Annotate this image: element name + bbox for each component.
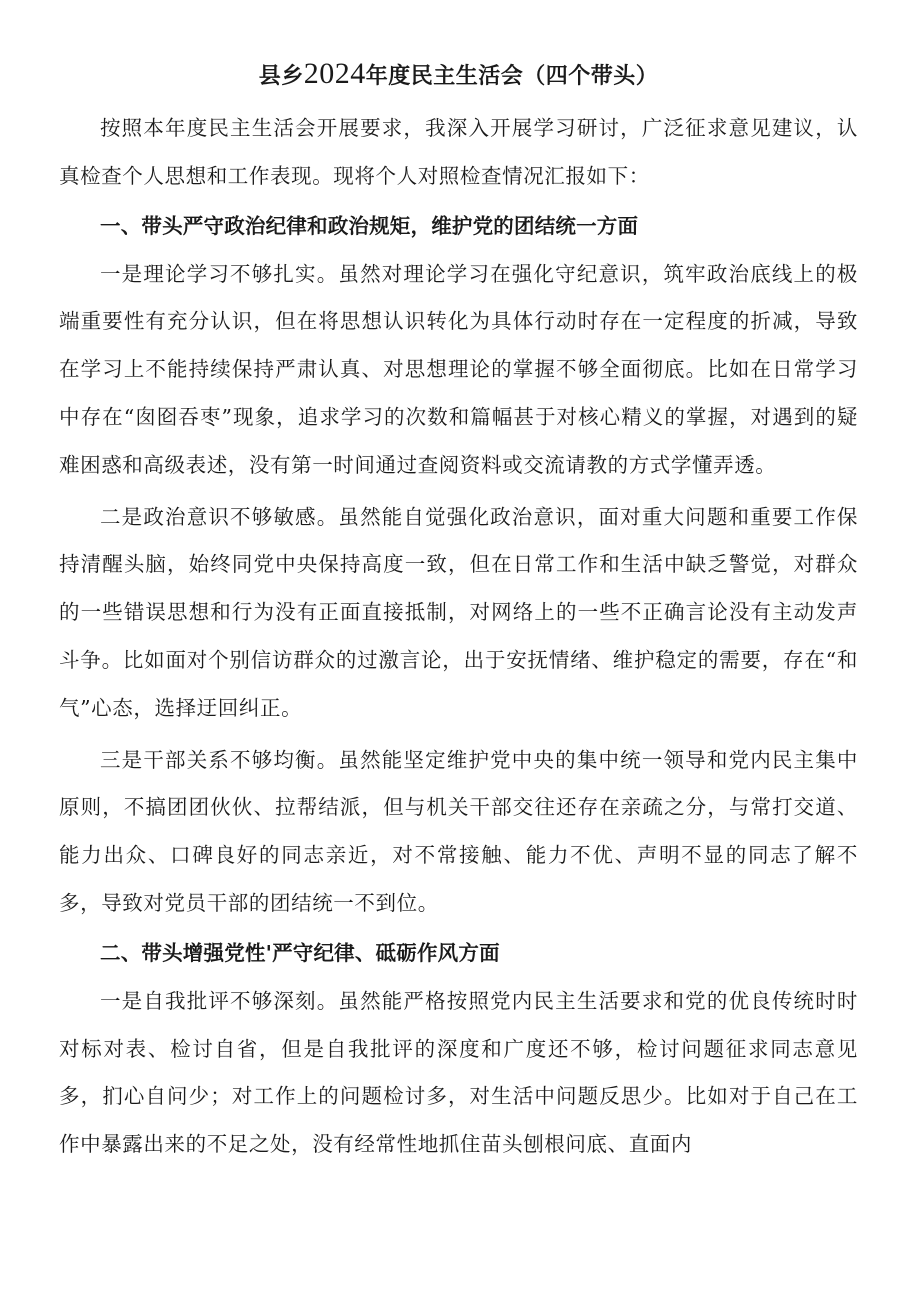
title-year: 2024 — [303, 57, 366, 90]
section-1-paragraph-2: 二是政治意识不够敏感。虽然能自觉强化政治意识，面对重大问题和重要工作保持清醒头脑，始终同党中央保持高度一致，但在日常工作和生活中缺乏警觉，对群众的一些错误思想和行为没有正面直接抵制，对网络上的一些不正确言论没有主动发声斗争。比如面对个别信访群众的过激言论，出于安抚情绪、维护稳定的需要，存在“和气”心态，选择迂回纠正。 — [59, 504, 858, 720]
section-2-heading: 二、带头增强党性'严守纪律、砥砺作风方面 — [100, 940, 500, 965]
document-title — [59, 54, 858, 97]
section-1-heading: 一、带头严守政治纪律和政治规矩，维护党的团结统一方面 — [100, 213, 639, 238]
intro-paragraph: 按照本年度民主生活会开展要求，我深入开展学习研讨，广泛征求意见建议，认真检查个人思想和工作表现。现将个人对照检查情况汇报如下： — [59, 116, 858, 188]
section-1-paragraph-1: 一是理论学习不够扎实。虽然对理论学习在强化守纪意识，筑牢政治底线上的极端重要性有充分认识，但在将思想认识转化为具体行动时存在一定程度的折减，导致在学习上不能持续保持严肃认真、对思想理论的掌握不够全面彻底。比如在日常学习中存在“囱囵吞枣”现象，追求学习的次数和篇幅甚于对核心精义的掌握，对遇到的疑难困惑和高级表述，没有第一时间通过查阅资料或交流请教的方式学懂弄透。 — [59, 261, 858, 477]
title-prefix: 县乡 — [258, 64, 304, 89]
section-1-paragraph-3: 三是干部关系不够均衡。虽然能坚定维护党中央的集中统一领导和党内民主集中原则，不搞团团伙伙、拉帮结派，但与机关干部交往还存在亲疏之分，与常打交道、能力出众、口碑良好的同志亲近，对不常接触、能力不优、声明不显的同志了解不多，导致对党员干部的团结统一不到位。 — [59, 747, 858, 915]
section-2-paragraph-1: 一是自我批评不够深刻。虽然能严格按照党内民主生活要求和党的优良传统时时对标对表、检讨自省，但是自我批评的深度和广度还不够，检讨问题征求同志意见多，扪心自问少；对工作上的问题检讨多，对生活中问题反思少。比如对于自己在工作中暴露出来的不足之处，没有经常性地抓住苗头刨根问底、直面内 — [59, 988, 858, 1157]
title-suffix: 年度民主生活会（四个带头） — [365, 64, 659, 89]
